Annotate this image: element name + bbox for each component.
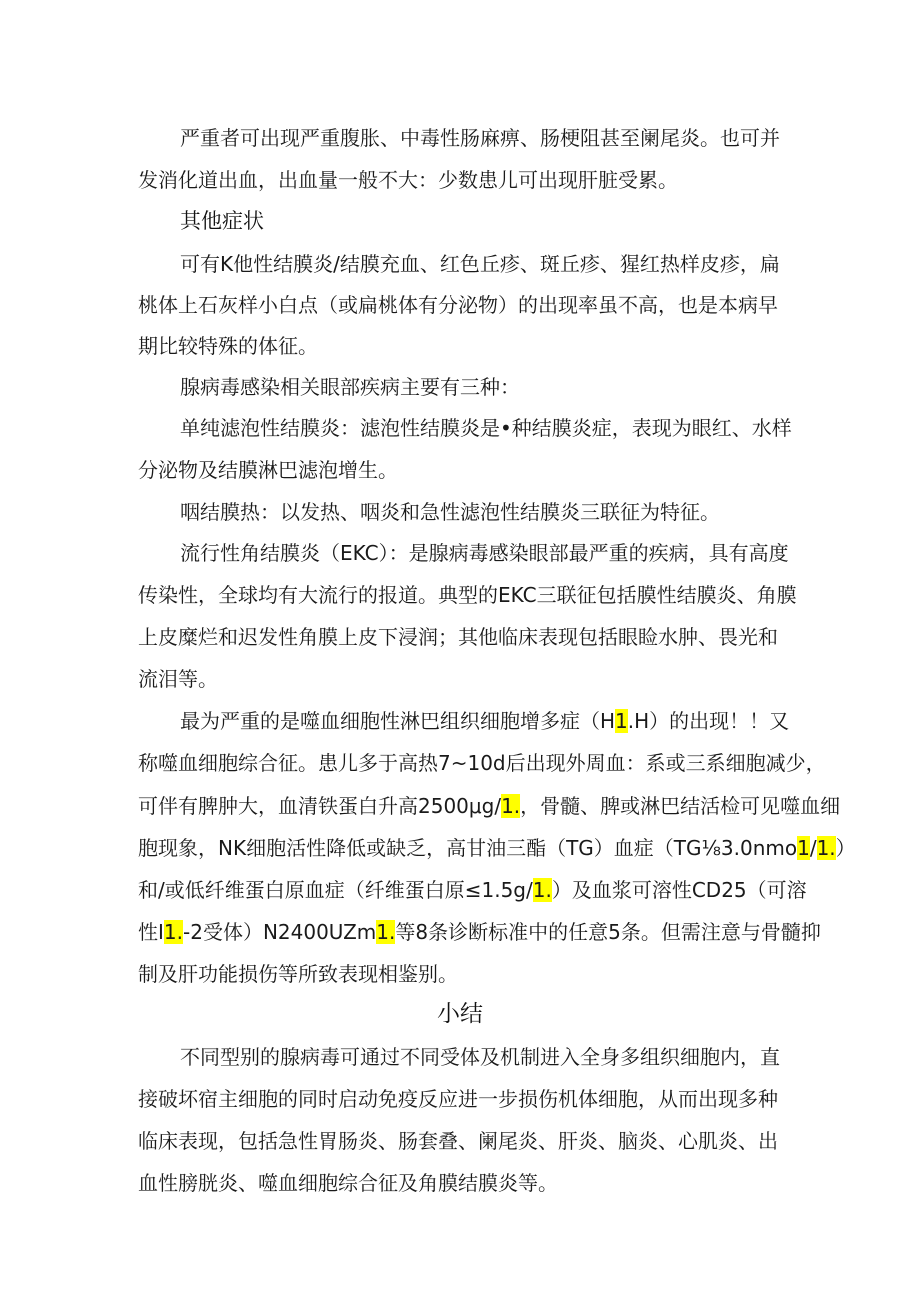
section-heading: 其他症状 xyxy=(180,209,264,233)
paragraph-line: 流泪等。 xyxy=(138,667,218,691)
paragraph-line: 称噬血细胞综合征。患儿多于高热7~10d后出现外周血：系或三系细胞减少， xyxy=(138,751,826,775)
paragraph-line: 单纯滤泡性结膜炎：滤泡性结膜炎是•种结膜炎症，表现为眼红、水样 xyxy=(180,416,792,440)
text-run: 性I xyxy=(138,920,164,944)
highlight-mark: 1 xyxy=(615,709,628,733)
paragraph-line: 期比较特殊的体征。 xyxy=(138,334,318,358)
paragraph-line: 接破坏宿主细胞的同时启动免疫反应进一步损伤机体细胞，从而出现多种 xyxy=(138,1087,778,1111)
paragraph-line: 发消化道出血，出血量一般不大：少数患儿可出现肝脏受累。 xyxy=(138,168,678,192)
paragraph-line: 严重者可出现严重腹胀、中毒性肠麻痹、肠梗阻甚至阑尾炎。也可并 xyxy=(180,126,780,150)
paragraph-line: 传染性，全球均有大流行的报道。典型的EKC三联征包括膜性结膜炎、角膜 xyxy=(138,583,797,607)
paragraph-line: 流行性角结膜炎（EKC）：是腺病毒感染眼部最严重的疾病，具有高度 xyxy=(180,541,789,565)
text-run: .H）的出现！！又 xyxy=(627,709,790,733)
highlight-mark: 1. xyxy=(376,920,396,944)
text-run: 胞现象，NK细胞活性降低或缺乏，高甘油三酯（TG）血症（TG⅛3.0nmo xyxy=(138,836,798,860)
text-run: 可伴有脾肿大，血清铁蛋白升高2500μg/ xyxy=(138,794,502,818)
text-run: 和/或低纤维蛋白原血症（纤维蛋白原≤1.5g/ xyxy=(138,878,533,902)
text-run: / xyxy=(809,836,817,860)
text-run: ，骨髓、脾或淋巴结活检可见噬血细 xyxy=(520,794,841,818)
paragraph-line: 不同型别的腺病毒可通过不同受体及机制进入全身多组织细胞内，直 xyxy=(180,1045,780,1069)
paragraph-line: 血性膀胱炎、噬血细胞综合征及角膜结膜炎等。 xyxy=(138,1171,558,1195)
paragraph-line xyxy=(138,875,807,905)
paragraph-line xyxy=(138,833,856,863)
highlight-mark: 1. xyxy=(816,836,836,860)
text-run: ） xyxy=(835,836,856,860)
paragraph-line: 咽结膜热：以发热、咽炎和急性滤泡性结膜炎三联征为特征。 xyxy=(180,500,720,524)
highlight-mark: 1. xyxy=(532,878,552,902)
text-run: 最为严重的是噬血细胞性淋巴组织细胞增多症（H xyxy=(180,709,616,733)
paragraph-line: 制及肝功能损伤等所致表现相鉴别。 xyxy=(138,962,458,986)
paragraph-line: 上皮糜烂和迟发性角膜上皮下浸润；其他临床表现包括眼睑水肿、畏光和 xyxy=(138,625,778,649)
paragraph-line: 分泌物及结膜淋巴滤泡增生。 xyxy=(138,458,398,482)
text-run: ）及血浆可溶性CD25（可溶 xyxy=(551,878,807,902)
paragraph-line: 临床表现，包括急性胃肠炎、肠套叠、阑尾炎、肝炎、脑炎、心肌炎、出 xyxy=(138,1129,778,1153)
paragraph-line xyxy=(138,917,821,947)
highlight-mark: 1. xyxy=(163,920,183,944)
text-run: 等8条诊断标准中的任意5条。但需注意与骨髓抑 xyxy=(395,920,821,944)
paragraph-line xyxy=(180,706,790,736)
highlight-mark: 1 xyxy=(797,836,810,860)
paragraph-line: 桃体上石灰样小白点（或扁桃体有分泌物）的出现率虽不高，也是本病早 xyxy=(138,293,778,317)
paragraph-line xyxy=(138,791,841,821)
paragraph-line: 可有K他性结膜炎/结膜充血、红色丘疹、斑丘疹、猩红热样皮疹，扁 xyxy=(180,252,780,276)
text-run: -2受体）N2400UZm xyxy=(183,920,377,944)
highlight-mark: 1. xyxy=(501,794,521,818)
summary-heading: 小结 xyxy=(437,1001,483,1027)
paragraph-line: 腺病毒感染相关眼部疾病主要有三种： xyxy=(180,375,520,399)
